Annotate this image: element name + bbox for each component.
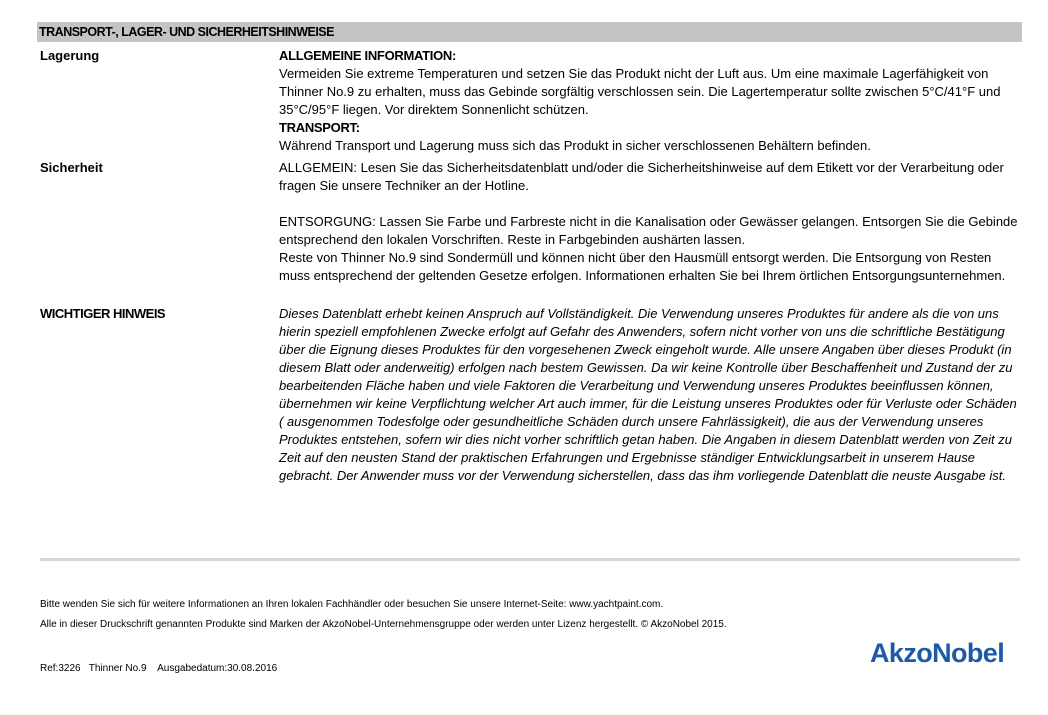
storage-transport-text: Während Transport und Lagerung muss sich das Produkt in sicher verschlossenen Behältern befinden. <box>279 138 871 153</box>
storage-general-text: Vermeiden Sie extreme Temperaturen und setzen Sie das Produkt nicht der Luft aus. Um eine maximale Lagerfähigkeit von Thinner No.9 zu erhalten, muss das Gebinde sorgfältig verschlossen sein. Die Lagertemperatur sollte zwischen 5°C/41°F und 35°C/95°F liegen. Vor direktem Sonnenlicht schützen. <box>279 66 1001 117</box>
akzonobel-logo: AkzoNobel <box>870 638 1005 668</box>
footer-trademark: Alle in dieser Druckschrift genannten Produkte sind Marken der AkzoNobel-Unternehmensgruppe oder werden unter Lizenz hergestellt. © AkzoNobel 2015. <box>40 619 727 630</box>
footer-divider <box>40 558 1020 561</box>
storage-content <box>279 47 1024 155</box>
notice-label: WICHTIGER HINWEIS <box>40 306 166 321</box>
footer-ref: Ref:3226 Thinner No.9 Ausgabedatum:30.08.2016 <box>40 663 278 674</box>
notice-text: Dieses Datenblatt erhebt keinen Anspruch auf Vollständigkeit. Die Verwendung unseres Produktes für andere als die von uns hierin speziell empfohlenen Zwecke erfolgt auf Gefahr des Anwenders, sofern nicht vorher von uns die schriftliche Bestätigung über die Eignung dieses Produktes für den vorgesehenen Zweck eingeholt wurde. Alle unsere Angaben über dieses Produkt (in diesem Blatt oder anderweitig) erfolgen nach bestem Gewissen. Da wir keine Kontrolle über Beschaffenheit und Zustand der zu bearbeitenden Fläche haben und viele Faktoren die Verarbeitung und Verwendung unseres Produktes beeinflussen können, übernehmen wir keine Verpflichtung welcher Art auch immer, für die Leistung unseres Produktes oder für Verluste oder Schäden ( ausgenommen Todesfolge oder gesundheitliche Schäden durch unsere Fahrlässigkeit), die aus der Verwendung unseres Produktes entstehen, sofern wir dies nicht vorher schriftlich getan haben. Die Angaben in diesem Datenblatt werden von Zeit zu Zeit auf den neusten Stand der praktischen Erfahrungen und Ergebnisse ständiger Entwicklungsarbeit in unserem Hause gebracht. Der Anwender muss vor der Verwendung sicherstellen, dass das ihm vorliegende Datenblatt die neuste Ausgabe ist. <box>279 306 1017 483</box>
safety-label: Sicherheit <box>40 160 103 175</box>
storage-general-heading: ALLGEMEINE INFORMATION: <box>279 48 457 63</box>
safety-general-text: ALLGEMEIN: Lesen Sie das Sicherheitsdatenblatt und/oder die Sicherheitshinweise auf dem Etikett vor der Verarbeitung oder fragen Sie unsere Techniker an der Hotline. <box>279 160 1004 193</box>
notice-content <box>279 305 1024 485</box>
footer-contact: Bitte wenden Sie sich für weitere Informationen an Ihren lokalen Fachhändler oder besuchen Sie unsere Internet-Seite: www.yachtpaint.com. <box>40 599 664 610</box>
safety-disposal-text-2: Reste von Thinner No.9 sind Sondermüll und können nicht über den Hausmüll entsorgt werden. Die Entsorgung von Resten muss entsprechend der geltenden Gesetze erfolgen. Informationen erhalten Sie bei Ihrem örtlichen Entsorgungsunternehmen. <box>279 250 1006 283</box>
safety-disposal-text-1: ENTSORGUNG: Lassen Sie Farbe und Farbreste nicht in die Kanalisation oder Gewässer gelangen. Entsorgen Sie die Gebinde entsprechend den lokalen Vorschriften. Reste in Farbgebinden aushärten lassen. <box>279 214 1018 247</box>
storage-label: Lagerung <box>40 48 100 63</box>
section-title: TRANSPORT-, LAGER- UND SICHERHEITSHINWEISE <box>37 22 1022 42</box>
safety-content <box>279 159 1024 285</box>
storage-transport-heading: TRANSPORT: <box>279 120 360 135</box>
